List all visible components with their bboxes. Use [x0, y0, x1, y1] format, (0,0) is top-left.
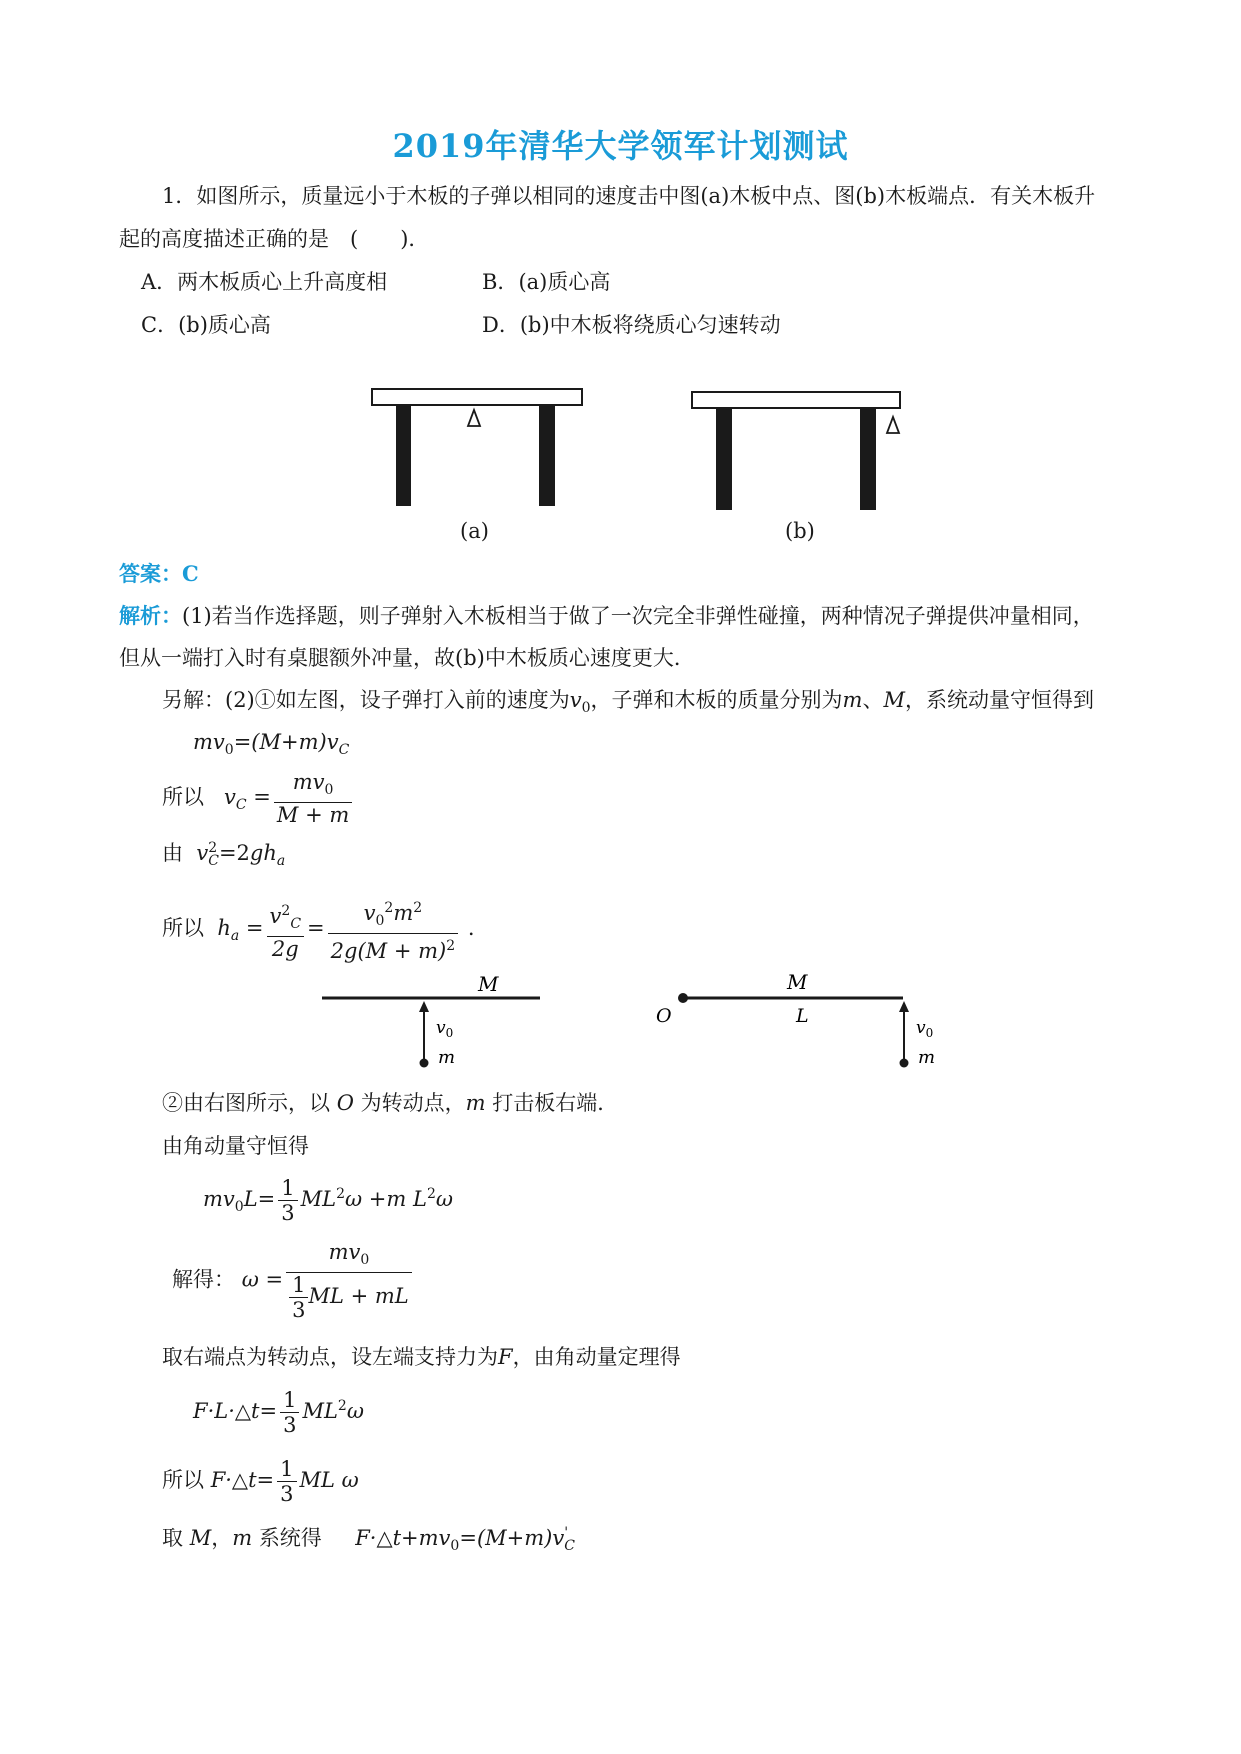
alt-solution-line: 另解：(2)①如左图，设子弹打入前的速度为$v_0$，子弹和木板的质量分别为m、M，系统动量守恒得到 [162, 688, 1094, 717]
label-M-left: M [478, 972, 499, 996]
step2-line: ②由右图所示，以 O 为转动点，m 打击板右端． [162, 1091, 619, 1115]
take-right-line: 取右端点为转动点，设左端支持力为F，由角动量定理得 [162, 1345, 681, 1369]
left-rod-diagram [322, 972, 540, 1068]
label-v0-right: $v_0$ [916, 1018, 934, 1040]
label-v0-left: $v_0$ [436, 1018, 454, 1040]
equation-omega: 解得： ω = $mv_0$ $\frac{1}{3}$ ML + mL [172, 1240, 415, 1322]
rod-figures [0, 960, 1241, 1080]
equation-vc: 所以 $v_C$ = $\frac{mv_0}{M + m}$ [162, 770, 355, 827]
figure-a-caption: (a) [460, 519, 489, 543]
answer-value: C [182, 561, 199, 586]
equation-height: 所以 $h_a$ = $\frac{v^2_C}{2g}$ = $\frac{v_0^2m^2}{2g(M + m)^2}$ . [162, 896, 475, 963]
question-line-2: 起的高度描述正确的是 ( )． [119, 227, 430, 251]
option-b: B．(a)质心高 [482, 270, 611, 294]
label-m-left: m [438, 1047, 456, 1068]
equation-energy: 由 v 2 C $=2gh_a$ [162, 839, 286, 870]
answer-line [119, 561, 199, 587]
option-c: C．(b)质心高 [141, 313, 271, 337]
option-a: A．两木板质心上升高度相 [141, 270, 388, 294]
page-title: 2019年清华大学领军计划测试 [392, 127, 849, 165]
figure-a-table [372, 389, 582, 506]
label-L: L [796, 1005, 809, 1027]
label-O: O [656, 1005, 672, 1027]
analysis-label: 解析： [119, 603, 182, 628]
angmom-line: 由角动量守恒得 [162, 1134, 309, 1158]
analysis-line-2: 但从一端打入时有桌腿额外冲量，故(b)中木板质心速度更大． [119, 646, 695, 670]
equation-impulse-torque: F·L·△t= $\frac{1}{3}$ $ML^2\omega$ [193, 1388, 364, 1437]
figure-b-caption: (b) [785, 519, 815, 543]
option-d: D．(b)中木板将绕质心匀速转动 [482, 313, 781, 337]
question-line-1: 1．如图所示，质量远小于木板的子弹以相同的速度击中图(a)木板中点、图(b)木板端点．有关木板升 [162, 184, 1096, 208]
equation-system: 取 M，m 系统得 $F\cdot\triangle t+mv_0=(M+m)v$ ' C [162, 1524, 575, 1555]
label-m-right: m [918, 1047, 936, 1068]
right-rod-diagram [656, 970, 935, 1068]
answer-label: 答案： [119, 561, 182, 586]
figure-b-table [692, 392, 900, 510]
table-figures [0, 380, 1241, 540]
equation-angular-momentum: $mv_0L=$ $\frac{1}{3}$ $ML^2\omega +m$ $L^2\omega$ [203, 1176, 453, 1225]
equation-impulse: 所以 F·△t= $\frac{1}{3}$ ML ω [162, 1457, 359, 1506]
label-M-right: M [787, 970, 808, 994]
equation-momentum: $mv_0=(M+m)v_C$ [193, 730, 350, 759]
analysis-line-1: 解析：(1)若当作选择题，则子弹射入木板相当于做了一次完全非弹性碰撞，两种情况子弹提供冲量相同， [119, 603, 1094, 628]
